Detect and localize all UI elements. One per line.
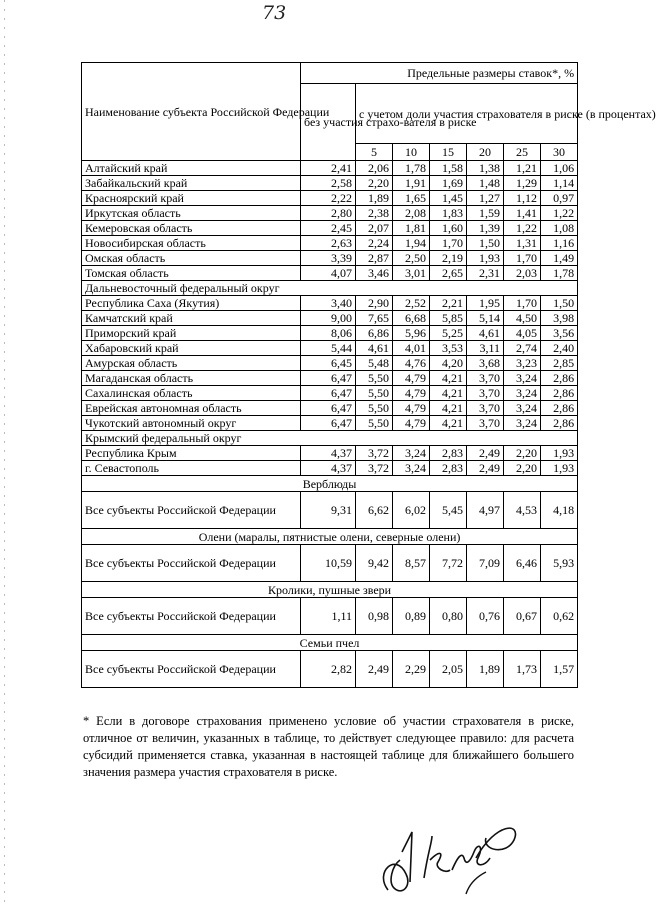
section-row [82, 476, 578, 492]
rate-value: 4,20 [430, 356, 467, 371]
rate-base: 10,59 [301, 545, 356, 582]
rate-value: 3,46 [356, 266, 393, 281]
rate-value: 1,81 [393, 221, 430, 236]
rate-value: 4,21 [430, 401, 467, 416]
rate-base: 2,22 [301, 191, 356, 206]
rate-value: 1,70 [504, 251, 541, 266]
section-row [82, 529, 578, 545]
rate-value: 2,20 [356, 176, 393, 191]
rate-value: 1,14 [541, 176, 578, 191]
region-row [82, 371, 578, 386]
rate-value: 2,86 [541, 371, 578, 386]
rate-base: 6,47 [301, 386, 356, 401]
rate-value: 1,38 [467, 161, 504, 176]
rate-base: 8,06 [301, 326, 356, 341]
rate-value: 2,20 [504, 461, 541, 476]
rate-value: 1,27 [467, 191, 504, 206]
rate-value: 2,83 [430, 446, 467, 461]
insurance-rates-table [81, 62, 656, 688]
region-name: Алтайский край [82, 161, 301, 176]
rate-value: 1,50 [541, 296, 578, 311]
rate-value: 2,40 [541, 341, 578, 356]
rate-value: 2,87 [356, 251, 393, 266]
rate-value: 4,21 [430, 386, 467, 401]
section-row [82, 582, 578, 598]
rate-value: 4,53 [504, 492, 541, 529]
rate-value: 1,49 [541, 251, 578, 266]
rate-base: 2,80 [301, 206, 356, 221]
rate-value: 3,56 [541, 326, 578, 341]
rate-value: 1,50 [467, 236, 504, 251]
district-title: Крымский федеральный округ [82, 431, 578, 446]
rate-base: 2,45 [301, 221, 356, 236]
rate-value: 4,21 [430, 371, 467, 386]
region-name: Новосибирская область [82, 236, 301, 251]
rate-value: 3,72 [356, 461, 393, 476]
rate-value: 2,86 [541, 416, 578, 431]
rate-value: 2,50 [393, 251, 430, 266]
rate-base: 2,63 [301, 236, 356, 251]
rate-value: 5,50 [356, 386, 393, 401]
rate-value: 0,80 [430, 598, 467, 635]
rate-base: 2,41 [301, 161, 356, 176]
region-name: Приморский край [82, 326, 301, 341]
region-row [82, 236, 578, 251]
rate-value: 1,93 [541, 461, 578, 476]
rate-value: 6,46 [504, 545, 541, 582]
region-row [82, 296, 578, 311]
rate-value: 4,50 [504, 311, 541, 326]
rate-base: 3,39 [301, 251, 356, 266]
rate-value: 2,20 [504, 446, 541, 461]
rate-value: 1,31 [504, 236, 541, 251]
region-name: Республика Крым [82, 446, 301, 461]
rate-value: 4,79 [393, 386, 430, 401]
rate-value: 4,01 [393, 341, 430, 356]
rate-value: 2,74 [504, 341, 541, 356]
region-name: Все субъекты Российской Федерации [82, 598, 301, 635]
section-row [82, 635, 578, 651]
rate-value: 2,07 [356, 221, 393, 236]
rate-value: 1,16 [541, 236, 578, 251]
rate-value: 1,29 [504, 176, 541, 191]
rate-value: 3,70 [467, 416, 504, 431]
rate-value: 6,68 [393, 311, 430, 326]
rate-value: 1,22 [541, 206, 578, 221]
rate-value: 2,03 [504, 266, 541, 281]
rate-value: 1,83 [430, 206, 467, 221]
rate-value: 1,95 [467, 296, 504, 311]
section-data-row [82, 545, 578, 582]
rate-value: 5,50 [356, 371, 393, 386]
rate-value: 2,21 [430, 296, 467, 311]
region-name: Кемеровская область [82, 221, 301, 236]
region-row [82, 401, 578, 416]
region-name: Магаданская область [82, 371, 301, 386]
rate-value: 3,70 [467, 401, 504, 416]
rate-value: 5,14 [467, 311, 504, 326]
rate-value: 2,19 [430, 251, 467, 266]
rate-value: 1,93 [541, 446, 578, 461]
header-share-col: с учетом доли участия страхователя в риске (в процентах) [356, 84, 578, 144]
rate-value: 3,68 [467, 356, 504, 371]
rate-value: 7,65 [356, 311, 393, 326]
region-row [82, 251, 578, 266]
header-percent: 30 [541, 144, 578, 161]
region-row [82, 356, 578, 371]
rate-value: 1,59 [467, 206, 504, 221]
rate-value: 2,38 [356, 206, 393, 221]
rate-value: 5,85 [430, 311, 467, 326]
rate-value: 3,24 [504, 371, 541, 386]
region-name: Камчатский край [82, 311, 301, 326]
rate-value: 2,90 [356, 296, 393, 311]
scan-margin [4, 0, 5, 905]
signature [366, 812, 526, 900]
region-row [82, 221, 578, 236]
rate-base: 4,37 [301, 446, 356, 461]
rate-value: 5,45 [430, 492, 467, 529]
region-row [82, 416, 578, 431]
rate-value: 3,23 [504, 356, 541, 371]
region-name: Амурская область [82, 356, 301, 371]
rate-value: 2,29 [393, 651, 430, 688]
section-title: Верблюды [82, 476, 578, 492]
rate-value: 6,86 [356, 326, 393, 341]
rate-value: 3,24 [504, 401, 541, 416]
rate-value: 0,67 [504, 598, 541, 635]
region-name: Красноярский край [82, 191, 301, 206]
region-row [82, 191, 578, 206]
rate-value: 2,06 [356, 161, 393, 176]
rate-value: 1,91 [393, 176, 430, 191]
rate-base: 9,31 [301, 492, 356, 529]
district-row [82, 431, 578, 446]
rate-value: 4,76 [393, 356, 430, 371]
rate-value: 2,86 [541, 386, 578, 401]
rate-base: 3,40 [301, 296, 356, 311]
rate-value: 3,24 [393, 446, 430, 461]
rate-value: 2,83 [430, 461, 467, 476]
section-title: Кролики, пушные звери [82, 582, 578, 598]
rate-base: 2,82 [301, 651, 356, 688]
region-name: Все субъекты Российской Федерации [82, 651, 301, 688]
rate-value: 4,61 [467, 326, 504, 341]
rate-base: 9,00 [301, 311, 356, 326]
rate-base: 6,47 [301, 371, 356, 386]
rate-value: 1,08 [541, 221, 578, 236]
rate-value: 2,86 [541, 401, 578, 416]
region-name: Омская область [82, 251, 301, 266]
region-row [82, 461, 578, 476]
region-name: Томская область [82, 266, 301, 281]
rate-value: 0,89 [393, 598, 430, 635]
region-name: Иркутская область [82, 206, 301, 221]
header-percent: 20 [467, 144, 504, 161]
rate-value: 1,41 [504, 206, 541, 221]
header-percent: 5 [356, 144, 393, 161]
rate-value: 2,05 [430, 651, 467, 688]
region-name: Чукотский автономный округ [82, 416, 301, 431]
header-percent: 15 [430, 144, 467, 161]
rate-value: 1,21 [504, 161, 541, 176]
region-name: г. Севастополь [82, 461, 301, 476]
rate-value: 1,69 [430, 176, 467, 191]
rate-value: 1,57 [541, 651, 578, 688]
region-row [82, 446, 578, 461]
rate-value: 1,89 [356, 191, 393, 206]
rate-value: 2,49 [467, 446, 504, 461]
rate-value: 4,18 [541, 492, 578, 529]
rate-value: 1,70 [430, 236, 467, 251]
rate-value: 3,24 [504, 386, 541, 401]
region-name: Республика Саха (Якутия) [82, 296, 301, 311]
rate-value: 0,62 [541, 598, 578, 635]
rate-value: 1,45 [430, 191, 467, 206]
rate-value: 0,97 [541, 191, 578, 206]
rate-value: 3,70 [467, 371, 504, 386]
page-number: 73 [262, 2, 287, 24]
rate-value: 4,79 [393, 371, 430, 386]
rate-base: 6,45 [301, 356, 356, 371]
region-name: Еврейская автономная область [82, 401, 301, 416]
rate-value: 1,65 [393, 191, 430, 206]
rate-value: 2,65 [430, 266, 467, 281]
section-title: Семьи пчел [82, 635, 578, 651]
rate-base: 5,44 [301, 341, 356, 356]
rate-value: 8,57 [393, 545, 430, 582]
rate-value: 2,08 [393, 206, 430, 221]
rate-value: 3,70 [467, 386, 504, 401]
rate-value: 3,01 [393, 266, 430, 281]
rate-value: 5,93 [541, 545, 578, 582]
rate-value: 0,76 [467, 598, 504, 635]
rate-value: 7,09 [467, 545, 504, 582]
rate-value: 1,58 [430, 161, 467, 176]
rate-value: 6,02 [393, 492, 430, 529]
rate-value: 2,31 [467, 266, 504, 281]
rate-value: 1,94 [393, 236, 430, 251]
rate-base: 6,47 [301, 401, 356, 416]
rate-value: 1,48 [467, 176, 504, 191]
rate-value: 3,72 [356, 446, 393, 461]
region-row [82, 311, 578, 326]
header-limits-title: Предельные размеры ставок*, % [301, 63, 578, 84]
section-title: Олени (маралы, пятнистые олени, северные олени) [82, 529, 578, 545]
region-row [82, 341, 578, 356]
rate-value: 4,05 [504, 326, 541, 341]
rate-value: 1,78 [541, 266, 578, 281]
rate-base: 6,47 [301, 416, 356, 431]
rate-value: 5,50 [356, 401, 393, 416]
rate-value: 9,42 [356, 545, 393, 582]
rate-value: 1,73 [504, 651, 541, 688]
rate-value: 4,61 [356, 341, 393, 356]
rate-value: 1,93 [467, 251, 504, 266]
rate-value: 4,79 [393, 401, 430, 416]
section-data-row [82, 598, 578, 635]
rate-value: 1,70 [504, 296, 541, 311]
rate-base: 4,37 [301, 461, 356, 476]
header-base-col: без участия страхо-вателя в риске [301, 84, 356, 161]
rate-base: 4,07 [301, 266, 356, 281]
region-row [82, 206, 578, 221]
region-row [82, 326, 578, 341]
rate-value: 3,53 [430, 341, 467, 356]
rate-value: 5,50 [356, 416, 393, 431]
rate-value: 1,06 [541, 161, 578, 176]
region-name: Сахалинская область [82, 386, 301, 401]
rate-value: 2,49 [467, 461, 504, 476]
rate-value: 1,89 [467, 651, 504, 688]
rate-value: 2,85 [541, 356, 578, 371]
region-name: Все субъекты Российской Федерации [82, 492, 301, 529]
rate-base: 1,11 [301, 598, 356, 635]
region-name: Хабаровский край [82, 341, 301, 356]
rate-value: 3,24 [393, 461, 430, 476]
district-row [82, 281, 578, 296]
rate-value: 5,96 [393, 326, 430, 341]
rate-value: 3,98 [541, 311, 578, 326]
region-name: Все субъекты Российской Федерации [82, 545, 301, 582]
header-name-col: Наименование субъекта Российской Федерации [82, 63, 301, 161]
rate-value: 4,21 [430, 416, 467, 431]
rate-value: 6,62 [356, 492, 393, 529]
district-title: Дальневосточный федеральный округ [82, 281, 578, 296]
rate-value: 4,97 [467, 492, 504, 529]
rate-value: 4,79 [393, 416, 430, 431]
header-percent: 25 [504, 144, 541, 161]
region-row [82, 386, 578, 401]
rate-value: 3,24 [504, 416, 541, 431]
rate-value: 2,49 [356, 651, 393, 688]
rate-value: 2,52 [393, 296, 430, 311]
region-row [82, 161, 578, 176]
region-row [82, 266, 578, 281]
header-percent: 10 [393, 144, 430, 161]
rate-value: 2,24 [356, 236, 393, 251]
rate-value: 5,48 [356, 356, 393, 371]
rate-value: 1,39 [467, 221, 504, 236]
region-name: Забайкальский край [82, 176, 301, 191]
rate-value: 5,25 [430, 326, 467, 341]
footnote: * Если в договоре страхования применено условие об участии страхователя в риске, отличное от величин, указанных в таблице, то действует следующее правило: для расчета субсидий применяется ставка, указанная в настоящей таблице для ближайшего большего значения размера участия страхователя в риске. [83, 714, 574, 779]
rate-value: 3,11 [467, 341, 504, 356]
section-data-row [82, 651, 578, 688]
rate-value: 1,78 [393, 161, 430, 176]
rate-value: 7,72 [430, 545, 467, 582]
rate-base: 2,58 [301, 176, 356, 191]
rate-value: 1,12 [504, 191, 541, 206]
rate-value: 1,60 [430, 221, 467, 236]
rate-value: 0,98 [356, 598, 393, 635]
region-row [82, 176, 578, 191]
section-data-row [82, 492, 578, 529]
rate-value: 1,22 [504, 221, 541, 236]
